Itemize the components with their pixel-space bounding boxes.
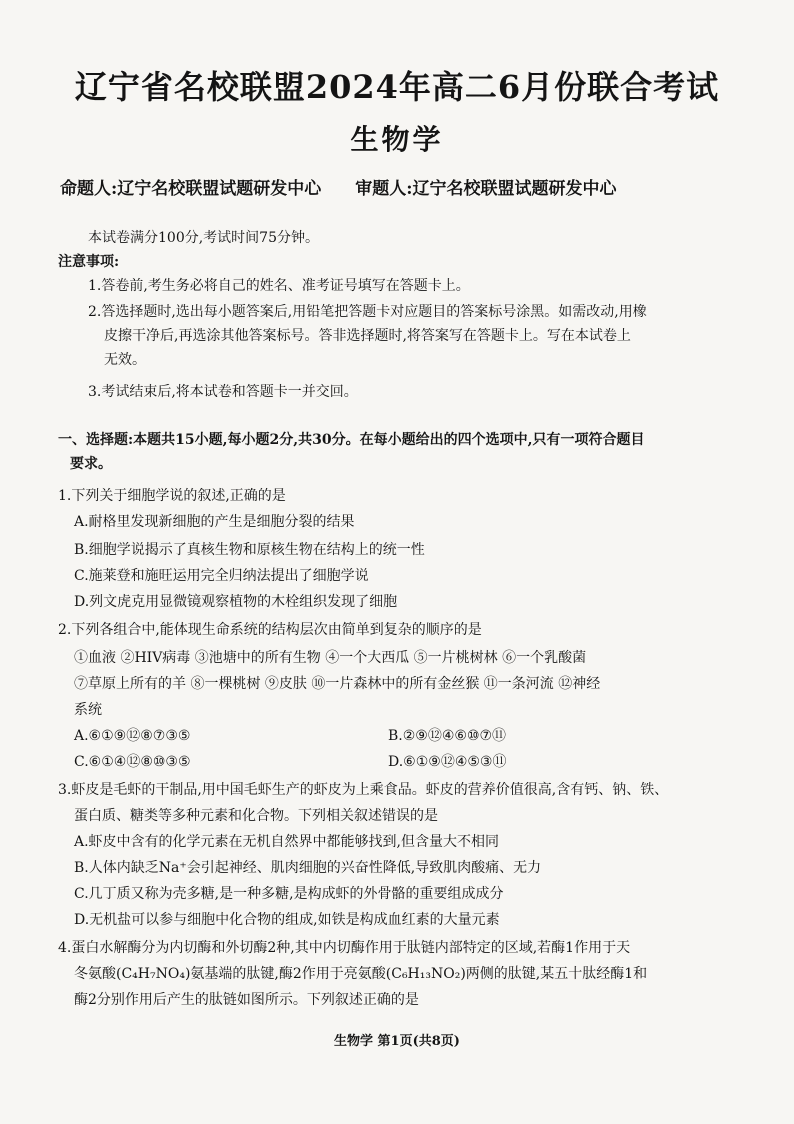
question-2-option-a: A.⑥①⑨⑫⑧⑦③⑤ bbox=[74, 728, 191, 744]
subject-title: 生物学 bbox=[350, 123, 444, 156]
question-3-option-a: A.虾皮中含有的化学元素在无机自然界中都能够找到,但含量大不相同 bbox=[74, 834, 500, 850]
page-footer: 生物学 第1页(共8页) bbox=[334, 1034, 460, 1049]
note-1-line: 1.答卷前,考生务必将自己的姓名、准考证号填写在答题卡上。 bbox=[88, 278, 470, 294]
question-3-stem-line-2: 蛋白质、糖类等多种元素和化合物。下列相关叙述错误的是 bbox=[74, 808, 438, 824]
question-3-option-d: D.无机盐可以参与细胞中化合物的组成,如铁是构成血红素的大量元素 bbox=[74, 912, 500, 928]
question-2-option-b: B.②⑨⑫④⑥⑩⑦⑪ bbox=[388, 728, 507, 744]
question-3-stem: 3.虾皮是毛虾的干制品,用中国毛虾生产的虾皮为上乘食品。虾皮的营养价值很高,含有钙、钠、铁、 bbox=[58, 782, 669, 798]
question-2-items-line-3: 系统 bbox=[74, 702, 102, 718]
note-3 bbox=[88, 380, 728, 404]
question-2-option-d: D.⑥①⑨⑫④⑤③⑪ bbox=[388, 754, 507, 770]
question-1-option-d: D.列文虎克用显微镜观察植物的木栓组织发现了细胞 bbox=[74, 594, 398, 610]
question-2-stem: 2.下列各组合中,能体现生命系统的结构层次由简单到复杂的顺序的是 bbox=[58, 622, 482, 638]
question-4-stem-line-2: 冬氨酸(C₄H₇NO₄)氨基端的肽键,酶2作用于亮氨酸(C₆H₁₃NO₂)两侧的肽键,某五十肽经酶1和 bbox=[74, 966, 648, 982]
question-1-option-a: A.耐格里发现新细胞的产生是细胞分裂的结果 bbox=[74, 514, 355, 530]
notes-heading: 注意事项: bbox=[58, 254, 120, 270]
exam-title: 辽宁省名校联盟2024年高二6月份联合考试 bbox=[74, 68, 720, 106]
note-2-line-2: 皮擦干净后,再选涂其他答案标号。答非选择题时,将答案写在答题卡上。写在本试卷上 bbox=[104, 328, 631, 344]
question-4-stem: 4.蛋白水解酶分为内切酶和外切酶2种,其中内切酶作用于肽链内部特定的区域,若酶1作用于天 bbox=[58, 940, 631, 956]
exam-intro: 本试卷满分100分,考试时间75分钟。 bbox=[88, 230, 319, 246]
question-3-option-b: B.人体内缺乏Na⁺会引起神经、肌肉细胞的兴奋性降低,导致肌肉酸痛、无力 bbox=[74, 860, 542, 876]
question-1-option-b: B.细胞学说揭示了真核生物和原核生物在结构上的统一性 bbox=[74, 542, 425, 558]
section-heading-line-1: 一、选择题:本题共15小题,每小题2分,共30分。在每小题给出的四个选项中,只有一项符合题目 bbox=[58, 432, 645, 448]
setter-label: 命题人:辽宁名校联盟试题研发中心 bbox=[60, 179, 322, 199]
question-2-items-line-1: ①血液 ②HIV病毒 ③池塘中的所有生物 ④一个大西瓜 ⑤一片桃树林 ⑥一个乳酸菌 bbox=[74, 650, 587, 666]
note-2 bbox=[88, 300, 728, 372]
reviewer-label: 审题人:辽宁名校联盟试题研发中心 bbox=[355, 179, 617, 199]
authors-line bbox=[60, 174, 754, 199]
question-2-items-line-2: ⑦草原上所有的羊 ⑧一棵桃树 ⑨皮肤 ⑩一片森林中的所有金丝猴 ⑪一条河流 ⑫神经 bbox=[74, 676, 601, 692]
question-1-stem: 1.下列关于细胞学说的叙述,正确的是 bbox=[58, 488, 286, 504]
note-2-line-3: 无效。 bbox=[104, 352, 146, 368]
question-2-option-c: C.⑥①④⑫⑧⑩③⑤ bbox=[74, 754, 191, 770]
question-4-stem-line-3: 酶2分别作用后产生的肽链如图所示。下列叙述正确的是 bbox=[74, 992, 419, 1008]
note-2-line-1: 2.答选择题时,选出每小题答案后,用铅笔把答题卡对应题目的答案标号涂黑。如需改动,用橡 bbox=[88, 304, 647, 320]
question-3-option-c: C.几丁质又称为壳多糖,是一种多糖,是构成虾的外骨骼的重要组成成分 bbox=[74, 886, 504, 902]
note-3-line: 3.考试结束后,将本试卷和答题卡一并交回。 bbox=[88, 384, 358, 400]
note-1 bbox=[88, 274, 728, 298]
question-1-option-c: C.施莱登和施旺运用完全归纳法提出了细胞学说 bbox=[74, 568, 369, 584]
section-heading-line-2: 要求。 bbox=[70, 456, 112, 472]
section-heading bbox=[58, 428, 738, 476]
